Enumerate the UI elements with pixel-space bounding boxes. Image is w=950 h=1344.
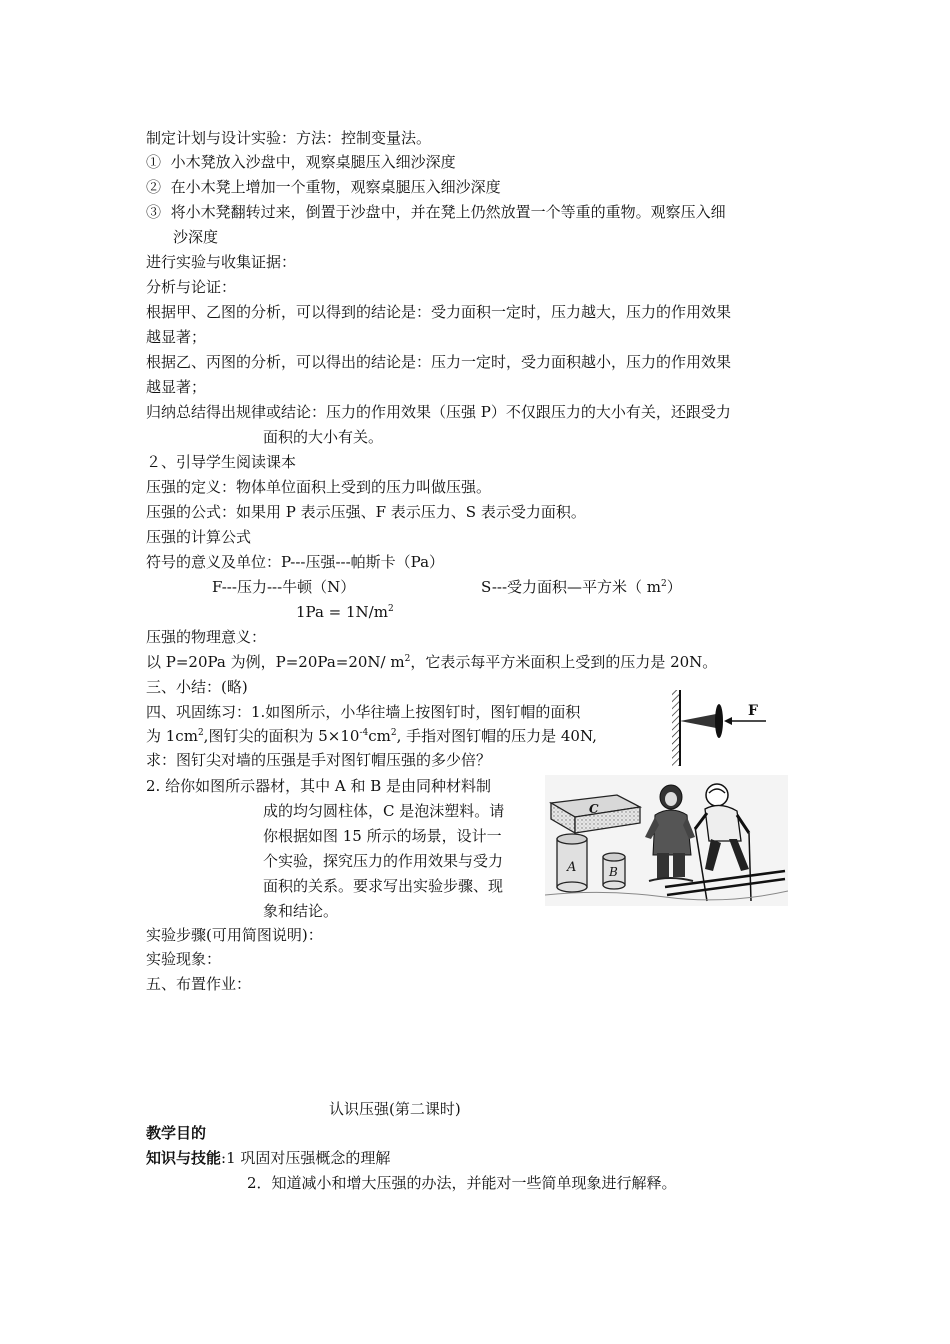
cylinder-b-top: [603, 853, 625, 861]
units-s: S---受力面积—平方米（ $m^2$）: [481, 578, 682, 596]
conclusion-1: 根据甲、乙图的分析，可以得到的结论是：受力面积一定时，压力越大，压力的作用效果: [146, 303, 732, 321]
collect-evidence: 进行实验与收集证据：: [146, 253, 297, 271]
conclusion-2: 根据乙、丙图的分析，可以得出的结论是：压力一定时，受力面积越小，压力的作用效果: [146, 353, 732, 371]
plan-step-3: [146, 200, 726, 224]
experiment-steps: 实验步骤(可用简图说明)：: [146, 926, 323, 944]
exercise-2-line: 你根据如图 15 所示的场景，设计一: [263, 827, 502, 845]
label-a: A: [567, 860, 577, 875]
plan-heading: 制定计划与设计实验：方法：控制变量法。: [146, 129, 432, 147]
pressure-calc: 压强的计算公式: [146, 528, 252, 546]
pressure-definition: 压强的定义：物体单位面积上受到的压力叫做压强。: [146, 478, 492, 496]
skiers-scene: [545, 775, 788, 906]
experiment-phenomena: 实验现象：: [146, 950, 222, 968]
cylinder-a-base: [557, 882, 587, 892]
exercise-1-line-2: 为 $1cm^2$,图钉尖的面积为 $5\times 10^{-4}cm^2$, 手指对图钉帽的压力是 40N,: [146, 727, 597, 745]
step-marker: ②: [146, 178, 162, 196]
summary-conclusion: 归纳总结得出规律或结论：压力的作用效果（压强 P）不仅跟压力的大小有关，还跟受力: [146, 403, 731, 421]
thumbtack-head: [715, 704, 723, 738]
thumbtack-diagram: [664, 688, 774, 768]
exercise-2-line: 成的均匀圆柱体，C 是泡沫塑料。请: [263, 802, 505, 820]
plan-step-3-continued: 沙深度: [173, 228, 219, 246]
exercise-1-line-3: 求：图钉尖对墙的压强是手对图钉帽压强的多少倍？: [146, 751, 492, 769]
analysis-heading: 分析与论证：: [146, 278, 237, 296]
cylinder-b-base: [603, 881, 625, 889]
skill-goal-1: :1 巩固对压强概念的理解: [221, 1149, 391, 1167]
conclusion-2-continued: 越显著；: [146, 378, 207, 396]
summary-conclusion-continued: 面积的大小有关。: [263, 428, 384, 446]
step-marker: ①: [146, 153, 162, 171]
pascal-definition: $1Pa = 1N/m^2$: [296, 603, 394, 621]
skill-goal-2: 2．知道减小和增大压强的办法，并能对一些简单现象进行解释。: [247, 1174, 677, 1192]
thumbtack-figure: [664, 688, 774, 768]
exercise-2-line: 象和结论。: [263, 902, 339, 920]
label-c: C: [589, 802, 599, 816]
pressure-formula: 压强的公式：如果用 P 表示压强、F 表示压力、S 表示受力面积。: [146, 503, 586, 521]
lesson-2-title: 认识压强(第二课时): [329, 1100, 461, 1118]
step-text: 小木凳放入沙盘中，观察桌腿压入细沙深度: [170, 153, 456, 171]
skill-label: 知识与技能: [146, 1149, 222, 1167]
homework: 五、布置作业：: [146, 975, 252, 993]
step-text: 在小木凳上增加一个重物，观察桌腿压入细沙深度: [170, 178, 501, 196]
plan-step-2: [146, 175, 501, 199]
step-text: 将小木凳翻转过来，倒置于沙盘中，并在凳上仍然放置一个等重的重物。观察压入细: [170, 203, 726, 221]
skill-goal: [146, 1146, 390, 1170]
physical-meaning: 压强的物理意义：: [146, 628, 267, 646]
force-arrowhead: [724, 717, 732, 725]
step-marker: ③: [146, 203, 162, 221]
units-f: F---压力---牛顿（N）: [212, 578, 356, 596]
exercise-2: 2. 给你如图所示器材，其中 A 和 B 是由同种材料制: [146, 777, 492, 795]
exercise-1: 四、巩固练习：1.如图所示，小华往墙上按图钉时，图钉帽的面积: [146, 703, 581, 721]
pressure-example: 以 P=20Pa 为例，P=20Pa=20N/ $m^2$，它表示每平方米面积上受到的压力是 20N。: [146, 653, 718, 671]
conclusion-1-continued: 越显著；: [146, 328, 207, 346]
exercise-2-line: 面积的关系。要求写出实验步骤、现: [263, 877, 504, 895]
materials-illustration: [545, 775, 788, 906]
reading-title: ２、引导学生阅读课本: [146, 453, 297, 471]
label-b: B: [609, 865, 618, 879]
plan-step-1: [146, 150, 456, 174]
teaching-goal: 教学目的: [146, 1124, 207, 1142]
force-label: F: [748, 703, 758, 719]
summary: 三、小结：(略): [146, 678, 248, 696]
exercise-2-line: 个实验，探究压力的作用效果与受力: [263, 852, 504, 870]
units-p: 符号的意义及单位：P---压强---帕斯卡（Pa）: [146, 553, 445, 571]
thumbtack-pin: [680, 714, 716, 728]
cylinder-a-top: [557, 834, 587, 844]
wall-hatch: [672, 690, 680, 766]
